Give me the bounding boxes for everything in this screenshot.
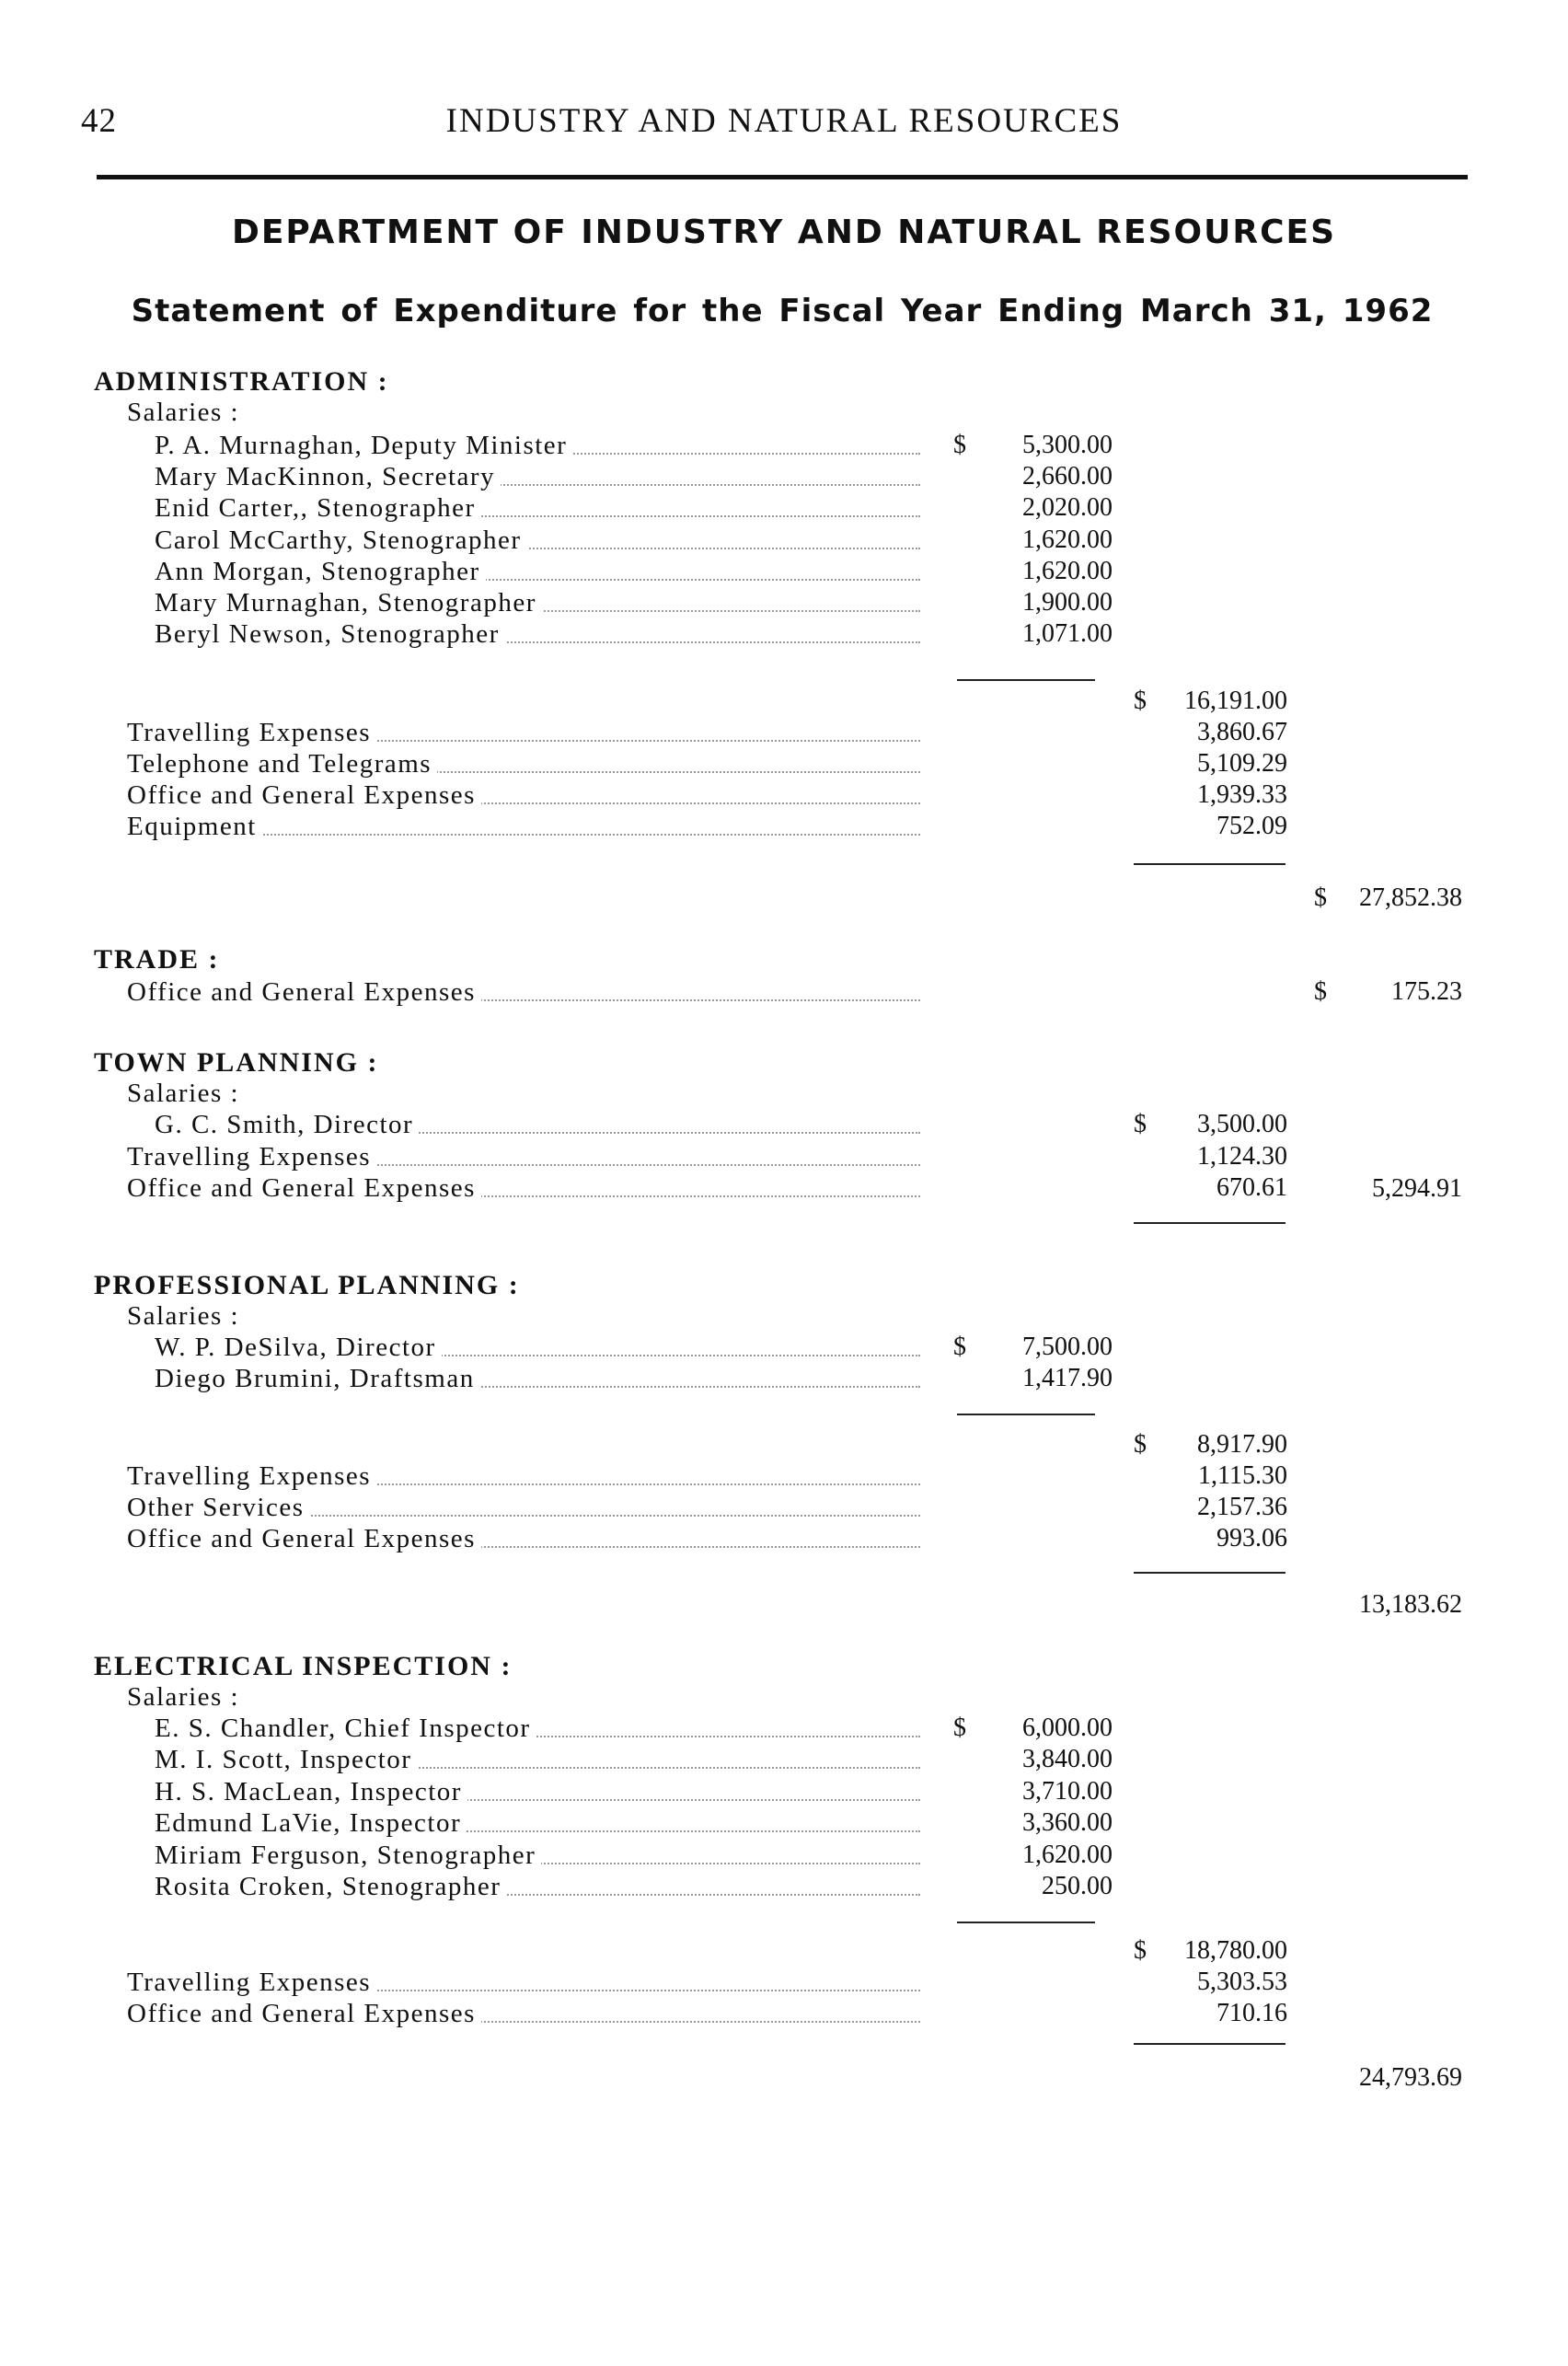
professional-planning-total-row xyxy=(0,1590,1568,1622)
town-planning-row-amount: 3,500.00 xyxy=(1197,1110,1287,1138)
currency-sign: $ xyxy=(1314,883,1327,912)
running-title: INDUSTRY AND NATURAL RESOURCES xyxy=(445,102,1123,140)
salary-row xyxy=(0,1777,1568,1808)
expense-row-amount: 3,860.67 xyxy=(1197,718,1287,746)
salary-row-amount: 3,710.00 xyxy=(1022,1776,1113,1806)
expense-row-amount: 993.06 xyxy=(1216,1524,1287,1552)
running-header xyxy=(0,101,1568,156)
expense-row-amount: 1,115.30 xyxy=(1198,1461,1287,1490)
salary-row-label: Mary Murnaghan, Stenographer xyxy=(155,588,542,618)
professional-planning-total: 13,183.62 xyxy=(1359,1590,1462,1619)
expense-row-label: Travelling Expenses xyxy=(127,718,376,748)
salary-row-label: Carol McCarthy, Stenographer xyxy=(155,525,527,556)
salary-row xyxy=(0,1808,1568,1840)
administration-salaries-label: Salaries : xyxy=(127,398,240,427)
salary-row-amount: 1,620.00 xyxy=(1022,1840,1113,1869)
salary-row xyxy=(0,1745,1568,1776)
expense-row-amount: 2,157.36 xyxy=(1197,1493,1287,1521)
expense-row-label: Other Services xyxy=(127,1493,310,1523)
salary-row-amount: 3,840.00 xyxy=(1022,1745,1113,1774)
page-number: 42 xyxy=(81,102,117,140)
expense-row-label: Travelling Expenses xyxy=(127,1968,376,1998)
salary-row-label: Beryl Newson, Stenographer xyxy=(155,619,505,650)
electrical-inspection-salaries-label: Salaries : xyxy=(127,1682,240,1712)
currency-sign: $ xyxy=(1134,687,1147,715)
section-rule xyxy=(1134,863,1286,865)
subtotal-rule xyxy=(957,679,1095,681)
town-planning-total: 5,294.91 xyxy=(1372,1174,1462,1203)
currency-sign: $ xyxy=(953,1333,966,1361)
town-planning-row xyxy=(0,1110,1568,1141)
salary-row-label: Enid Carter,, Stenographer xyxy=(155,493,481,524)
professional-planning-salaries-label: Salaries : xyxy=(127,1301,240,1331)
salary-row-label: H. S. MacLean, Inspector xyxy=(155,1777,467,1807)
currency-sign: $ xyxy=(1134,1430,1147,1459)
electrical-inspection-total-row xyxy=(0,2063,1568,2095)
expense-row-label: Office and General Expenses xyxy=(127,1524,481,1554)
expense-row-amount: 1,939.33 xyxy=(1197,780,1287,809)
statement-title: Statement of Expenditure for the Fiscal Year Ending March 31, 1962 xyxy=(131,293,1434,329)
expense-row xyxy=(0,718,1568,749)
professional-planning-salaries-total-row xyxy=(0,1430,1568,1461)
town-planning-row-amount: 670.61 xyxy=(1216,1173,1287,1202)
salary-row-label: E. S. Chandler, Chief Inspector xyxy=(155,1714,536,1744)
expense-row-amount: 710.16 xyxy=(1216,1999,1287,2027)
administration-total-row xyxy=(0,883,1568,915)
salary-row-label: W. P. DeSilva, Director xyxy=(155,1333,442,1363)
electrical-inspection-salaries-total-row xyxy=(0,1936,1568,1968)
salary-row-amount: 2,020.00 xyxy=(1022,493,1113,523)
expense-row-amount: 752.09 xyxy=(1216,812,1287,840)
salary-row-amount: 1,900.00 xyxy=(1022,588,1113,617)
salary-row xyxy=(0,1872,1568,1903)
subtotal-rule xyxy=(957,1922,1095,1923)
salary-row xyxy=(0,431,1568,462)
expense-row-label: Telephone and Telegrams xyxy=(127,749,437,779)
salary-row-amount: 250.00 xyxy=(1042,1872,1113,1900)
salary-row-amount: 7,500.00 xyxy=(1022,1333,1113,1361)
salary-row-amount: 5,300.00 xyxy=(1022,431,1113,459)
administration-salaries-total-row xyxy=(0,687,1568,718)
section-title-administration: ADMINISTRATION : xyxy=(94,366,389,397)
electrical-inspection-total: 24,793.69 xyxy=(1359,2063,1462,2092)
subtotal-rule xyxy=(957,1414,1095,1415)
expense-row-label: Office and General Expenses xyxy=(127,1999,481,2029)
administration-salaries-total: 16,191.00 xyxy=(1184,687,1287,715)
currency-sign: $ xyxy=(953,1714,966,1742)
expense-row-amount: 5,109.29 xyxy=(1197,749,1287,778)
section-rule xyxy=(1134,1572,1286,1574)
expense-row xyxy=(0,780,1568,812)
expense-row xyxy=(0,812,1568,843)
trade-amount: 175.23 xyxy=(1391,977,1462,1006)
salary-row-amount: 2,660.00 xyxy=(1022,462,1113,491)
professional-planning-salaries-total: 8,917.90 xyxy=(1197,1430,1287,1459)
town-planning-row xyxy=(0,1142,1568,1173)
salary-row xyxy=(0,1364,1568,1395)
salary-row-label: Miriam Ferguson, Stenographer xyxy=(155,1841,541,1871)
salary-row-amount: 1,417.90 xyxy=(1022,1364,1113,1392)
expense-row xyxy=(0,1461,1568,1493)
expense-row xyxy=(0,1999,1568,2030)
section-title-trade: TRADE : xyxy=(94,944,220,975)
administration-total: 27,852.38 xyxy=(1359,883,1462,912)
town-planning-salaries-label: Salaries : xyxy=(127,1079,240,1108)
trade-row xyxy=(0,977,1568,1009)
salary-row xyxy=(0,619,1568,651)
section-rule xyxy=(1134,2043,1286,2045)
currency-sign: $ xyxy=(1134,1936,1147,1965)
currency-sign: $ xyxy=(1314,977,1327,1006)
salary-row-label: M. I. Scott, Inspector xyxy=(155,1745,417,1775)
salary-row-label: P. A. Murnaghan, Deputy Minister xyxy=(155,431,572,461)
section-rule xyxy=(1134,1222,1286,1224)
salary-row xyxy=(0,462,1568,493)
town-planning-row-label: Travelling Expenses xyxy=(127,1142,376,1172)
salary-row-label: Edmund LaVie, Inspector xyxy=(155,1808,467,1839)
currency-sign: $ xyxy=(1134,1110,1147,1138)
expense-row xyxy=(0,1968,1568,1999)
section-title-professional-planning: PROFESSIONAL PLANNING : xyxy=(94,1270,520,1300)
header-rule xyxy=(97,175,1468,179)
expense-row-label: Office and General Expenses xyxy=(127,780,481,811)
expense-row-label: Equipment xyxy=(127,812,262,842)
section-title-town-planning: TOWN PLANNING : xyxy=(94,1047,379,1078)
salary-row xyxy=(0,493,1568,525)
salary-row xyxy=(0,1841,1568,1872)
town-planning-row-amount: 1,124.30 xyxy=(1197,1141,1287,1171)
town-planning-row-label: G. C. Smith, Director xyxy=(155,1110,419,1140)
salary-row-label: Mary MacKinnon, Secretary xyxy=(155,462,501,492)
expense-row xyxy=(0,1493,1568,1524)
salary-row xyxy=(0,525,1568,557)
currency-sign: $ xyxy=(953,431,966,459)
trade-item-label: Office and General Expenses xyxy=(127,977,481,1008)
section-title-electrical-inspection: ELECTRICAL INSPECTION : xyxy=(94,1651,513,1681)
salary-row xyxy=(0,1333,1568,1364)
salary-row xyxy=(0,557,1568,588)
electrical-inspection-salaries-total: 18,780.00 xyxy=(1184,1936,1287,1965)
salary-row-amount: 1,620.00 xyxy=(1022,556,1113,585)
salary-row-label: Diego Brumini, Draftsman xyxy=(155,1364,480,1394)
department-title: DEPARTMENT OF INDUSTRY AND NATURAL RESOURCES xyxy=(231,214,1337,251)
expense-row-amount: 5,303.53 xyxy=(1197,1968,1287,1996)
salary-row-amount: 1,620.00 xyxy=(1022,525,1113,554)
salary-row-amount: 3,360.00 xyxy=(1022,1808,1113,1838)
salary-row xyxy=(0,588,1568,619)
town-planning-row-label: Office and General Expenses xyxy=(127,1173,481,1204)
salary-row-label: Rosita Croken, Stenographer xyxy=(155,1872,506,1902)
salary-row xyxy=(0,1714,1568,1745)
salary-row-amount: 6,000.00 xyxy=(1022,1714,1113,1742)
salary-row-amount: 1,071.00 xyxy=(1022,619,1113,649)
expense-row xyxy=(0,749,1568,780)
salary-row-label: Ann Morgan, Stenographer xyxy=(155,557,486,587)
expense-row-label: Travelling Expenses xyxy=(127,1461,376,1492)
expense-row xyxy=(0,1524,1568,1555)
